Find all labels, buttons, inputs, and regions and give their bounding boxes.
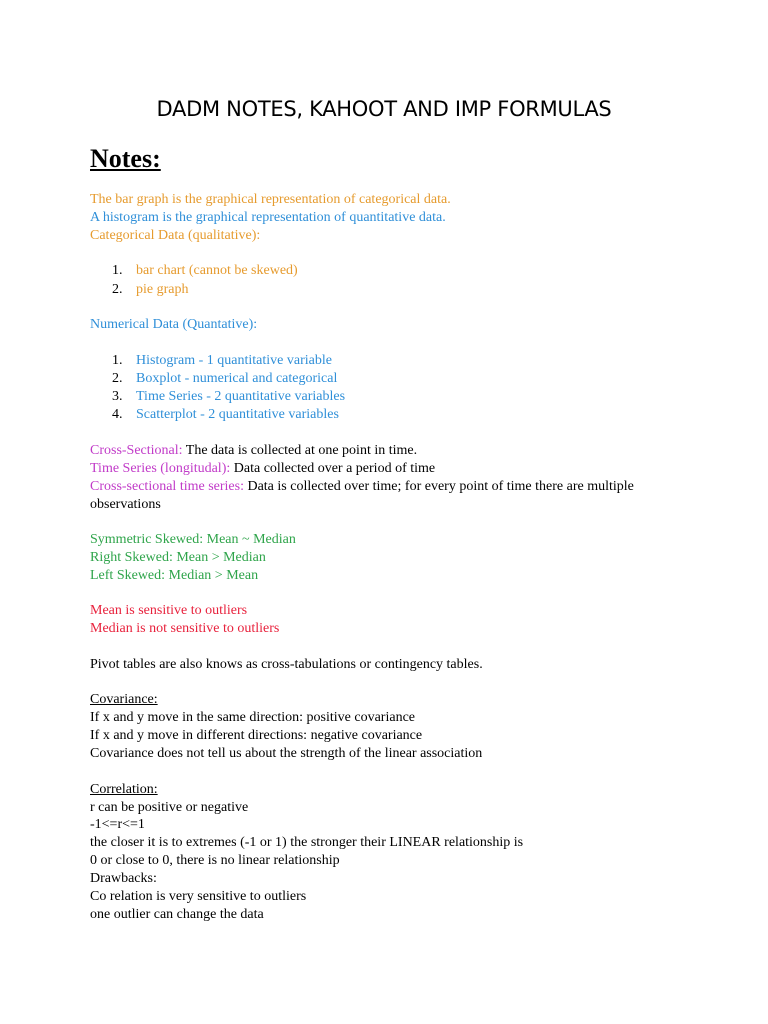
covariance-line: If x and y move in different directions: negative covariance <box>90 728 423 743</box>
bar-graph-line: The bar graph is the graphical representation of categorical data. <box>90 192 451 207</box>
cs-time-series-line <box>90 478 634 496</box>
correlation-line: 0 or close to 0, there is no linear relationship <box>90 853 340 868</box>
cross-sectional-text: The data is collected at one point in time. <box>182 443 418 458</box>
left-skewed-line: Left Skewed: Median > Mean <box>90 568 259 583</box>
time-series-line <box>90 460 435 478</box>
median-not-sensitive-line: Median is not sensitive to outliers <box>90 621 280 636</box>
cs-time-series-label: Cross-sectional time series: <box>90 479 244 494</box>
list-item-number: 1. <box>112 263 123 278</box>
correlation-line: the closer it is to extremes (-1 or 1) the stronger their LINEAR relationship is <box>90 835 524 850</box>
symmetric-line: Symmetric Skewed: Mean ~ Median <box>90 532 296 547</box>
document-title: DADM NOTES, KAHOOT AND IMP FORMULAS <box>156 97 612 121</box>
list-item-number: 1. <box>112 353 123 368</box>
pivot-tables-line: Pivot tables are also knows as cross-tabulations or contingency tables. <box>90 657 483 672</box>
correlation-line: Co relation is very sensitive to outliers <box>90 889 307 904</box>
list-item-text: pie graph <box>136 282 189 297</box>
histogram-line: A histogram is the graphical representation of quantitative data. <box>90 210 446 225</box>
cs-time-series-continuation: observations <box>90 497 161 512</box>
list-item-text: bar chart (cannot be skewed) <box>136 263 298 278</box>
notes-heading: Notes: <box>90 144 161 173</box>
list-item-number: 2. <box>112 282 123 297</box>
correlation-heading: Correlation: <box>90 782 158 797</box>
correlation-line: one outlier can change the data <box>90 907 264 922</box>
time-series-text: Data collected over a period of time <box>230 461 436 476</box>
list-item-number: 4. <box>112 407 123 422</box>
covariance-line: If x and y move in the same direction: positive covariance <box>90 710 416 725</box>
list-item-text: Time Series - 2 quantitative variables <box>136 389 346 404</box>
list-item <box>112 388 345 406</box>
list-item <box>112 281 188 299</box>
cross-sectional-line <box>90 442 417 460</box>
list-item-number: 2. <box>112 371 123 386</box>
list-item <box>112 370 337 388</box>
correlation-line: Drawbacks: <box>90 871 157 886</box>
list-item-number: 3. <box>112 389 123 404</box>
list-item-text: Scatterplot - 2 quantitative variables <box>136 407 339 422</box>
categorical-heading: Categorical Data (qualitative): <box>90 228 261 243</box>
list-item <box>112 352 332 370</box>
cs-time-series-text: Data is collected over time; for every point of time there are multiple <box>243 479 634 494</box>
list-item <box>112 406 339 424</box>
covariance-heading: Covariance: <box>90 692 158 707</box>
correlation-line: r can be positive or negative <box>90 800 249 815</box>
list-item-text: Histogram - 1 quantitative variable <box>136 353 332 368</box>
covariance-line: Covariance does not tell us about the strength of the linear association <box>90 746 483 761</box>
correlation-line: -1<=r<=1 <box>90 817 145 832</box>
numerical-heading: Numerical Data (Quantative): <box>90 317 258 332</box>
cross-sectional-label: Cross-Sectional: <box>90 443 183 458</box>
list-item-text: Boxplot - numerical and categorical <box>136 371 338 386</box>
mean-sensitive-line: Mean is sensitive to outliers <box>90 603 248 618</box>
time-series-label: Time Series (longitudal): <box>90 461 231 476</box>
right-skewed-line: Right Skewed: Mean > Median <box>90 550 266 565</box>
list-item <box>112 262 298 280</box>
